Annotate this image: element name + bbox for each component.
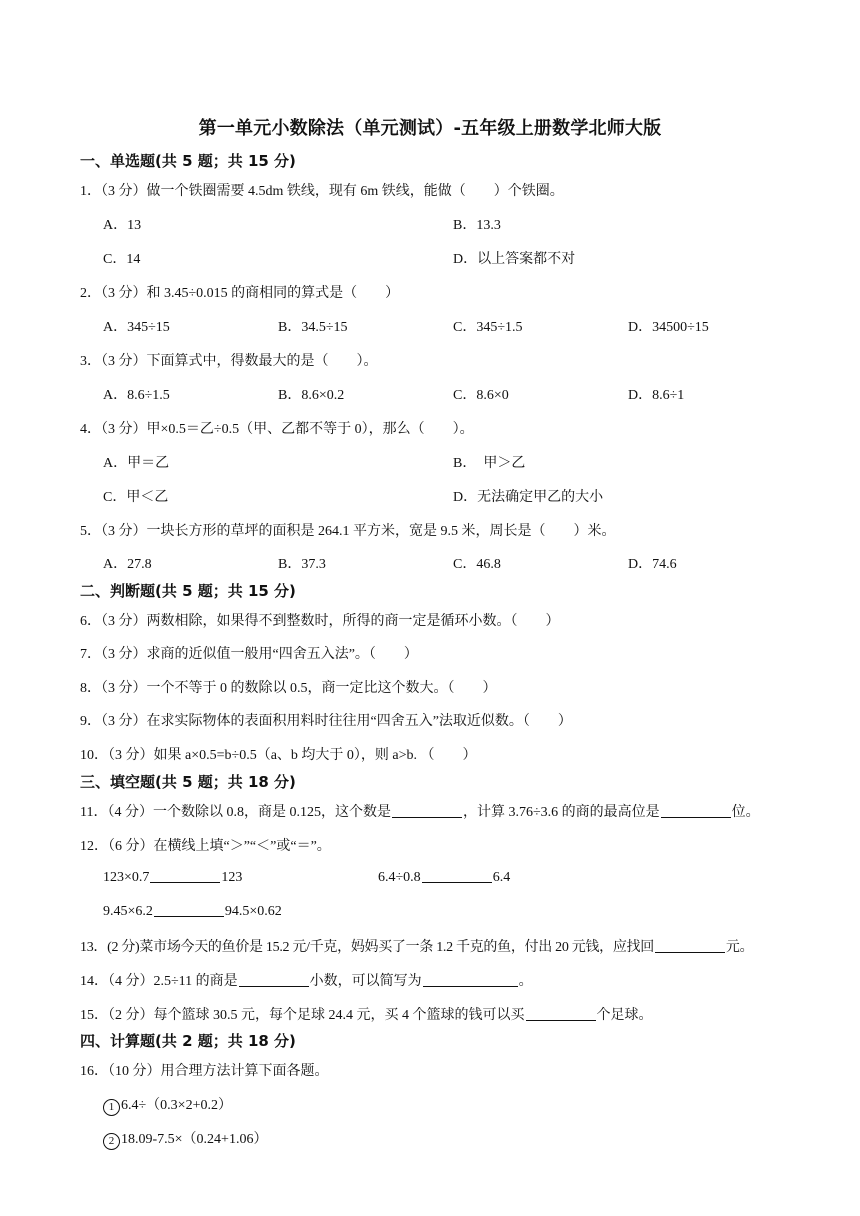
question-14	[80, 970, 533, 990]
q2-option-b: B．34.5÷15	[278, 320, 348, 335]
answer-blank	[423, 972, 518, 987]
q3-option-d: D．8.6÷1	[628, 388, 685, 403]
q14-text-1: 14．（4 分）2.5÷11 的商是	[80, 974, 238, 989]
section-heading-calculation: 四、计算题(共 2 题；共 18 分)	[80, 1032, 296, 1050]
q5-option-b: B．37.3	[278, 557, 326, 572]
answer-blank	[655, 938, 725, 953]
answer-blank	[154, 902, 224, 917]
q12-expression-3-right: 94.5×0.62	[224, 904, 282, 919]
q2-option-a: A．345÷15	[103, 320, 170, 335]
question-16: 16．（10 分）用合理方法计算下面各题。	[80, 1064, 329, 1079]
q12-expression-2	[378, 868, 510, 886]
section-heading-true-false: 二、判断题(共 5 题；共 15 分)	[80, 582, 296, 600]
q4-option-b: B． 甲＞乙	[453, 456, 526, 471]
q5-option-d: D．74.6	[628, 557, 677, 572]
q15-text-1: 15．（2 分）每个篮球 30.5 元，每个足球 24.4 元，买 4 个篮球的钱可以买	[80, 1008, 525, 1023]
answer-blank	[661, 803, 731, 818]
q12-expression-1	[103, 868, 242, 886]
q12-expression-2-left: 6.4÷0.8	[378, 870, 421, 885]
q11-text-1: 11．（4 分）一个数除以 0.8，商是 0.125，这个数是	[80, 805, 391, 820]
circled-number-2: 2	[103, 1133, 120, 1150]
page-title: 第一单元小数除法（单元测试）-五年级上册数学北师大版	[198, 118, 662, 139]
q12-expression-1-left: 123×0.7	[103, 870, 150, 885]
q11-text-2: ，计算 3.76÷3.6 的商的最高位是	[462, 805, 660, 820]
question-8: 8．（3 分）一个不等于 0 的数除以 0.5，商一定比这个数大。（ ）	[80, 681, 497, 696]
question-9: 9．（3 分）在求实际物体的表面积用料时往往用“四舍五入”法取近似数。（ ）	[80, 714, 572, 729]
q11-text-3: 位。	[731, 805, 760, 820]
q12-expression-3-left: 9.45×6.2	[103, 904, 153, 919]
q1-option-a: A．13	[103, 218, 142, 233]
answer-blank	[526, 1006, 596, 1021]
section-heading-single-choice: 一、单选题(共 5 题；共 15 分)	[80, 152, 296, 170]
question-5: 5．（3 分）一块长方形的草坪的面积是 264.1 平方米，宽是 9.5 米，周长是（ ）米。	[80, 524, 616, 539]
section-heading-fill-in: 三、填空题(共 5 题；共 18 分)	[80, 773, 296, 791]
q4-option-d: D．无法确定甲乙的大小	[453, 490, 604, 505]
q5-option-c: C．46.8	[453, 557, 501, 572]
q14-text-3: 。	[518, 974, 533, 989]
question-1: 1．（3 分）做一个铁圈需要 4.5dm 铁线，现有 6m 铁线，能做（ ）个铁圈。	[80, 184, 564, 199]
question-4: 4．（3 分）甲×0.5＝乙÷0.5（甲、乙都不等于 0），那么（ ）。	[80, 422, 474, 437]
question-15	[80, 1004, 653, 1024]
question-10: 10．（3 分）如果 a×0.5=b÷0.5（a、b 均大于 0），则 a>b. （ ）	[80, 748, 477, 763]
question-2: 2．（3 分）和 3.45÷0.015 的商相同的算式是（ ）	[80, 286, 400, 301]
q16-item-1-expression: 6.4÷（0.3×2+0.2）	[121, 1098, 232, 1113]
question-13	[80, 936, 753, 956]
q15-text-2: 个足球。	[596, 1008, 653, 1023]
q2-option-c: C．345÷1.5	[453, 320, 523, 335]
q5-option-a: A．27.8	[103, 557, 152, 572]
circled-number-1: 1	[103, 1099, 120, 1116]
q12-expression-2-right: 6.4	[492, 870, 511, 885]
q2-option-d: D．34500÷15	[628, 320, 709, 335]
q4-option-c: C．甲＜乙	[103, 490, 169, 505]
question-6: 6．（3 分）两数相除，如果得不到整数时，所得的商一定是循环小数。（ ）	[80, 614, 560, 629]
q1-option-b: B．13.3	[453, 218, 501, 233]
q16-item-2	[103, 1128, 267, 1150]
q16-item-1	[103, 1094, 232, 1116]
q3-option-a: A．8.6÷1.5	[103, 388, 170, 403]
q13-text-2: 元。	[725, 940, 754, 955]
answer-blank	[422, 868, 492, 883]
question-7: 7．（3 分）求商的近似值一般用“四舍五入法”。（ ）	[80, 647, 418, 662]
question-11	[80, 801, 760, 821]
q12-expression-1-right: 123	[221, 870, 243, 885]
q14-text-2: 小数，可以简写为	[309, 974, 422, 989]
q3-option-b: B．8.6×0.2	[278, 388, 345, 403]
q3-option-c: C．8.6×0	[453, 388, 509, 403]
q1-option-d: D．以上答案都不对	[453, 252, 576, 267]
question-12: 12．（6 分）在横线上填“＞”“＜”或“＝”。	[80, 839, 331, 854]
q1-option-c: C．14	[103, 252, 141, 267]
question-3: 3．（3 分）下面算式中，得数最大的是（ ）。	[80, 354, 378, 369]
answer-blank	[150, 868, 220, 883]
q16-item-2-expression: 18.09-7.5×（0.24+1.06）	[121, 1132, 268, 1147]
q4-option-a: A．甲＝乙	[103, 456, 170, 471]
q13-text-1: 13．(2 分)菜市场今天的鱼价是 15.2 元/千克，妈妈买了一条 1.2 千克的鱼，付出 20 元钱，应找回	[80, 940, 654, 955]
answer-blank	[392, 803, 462, 818]
q12-expression-3	[103, 902, 282, 920]
answer-blank	[239, 972, 309, 987]
